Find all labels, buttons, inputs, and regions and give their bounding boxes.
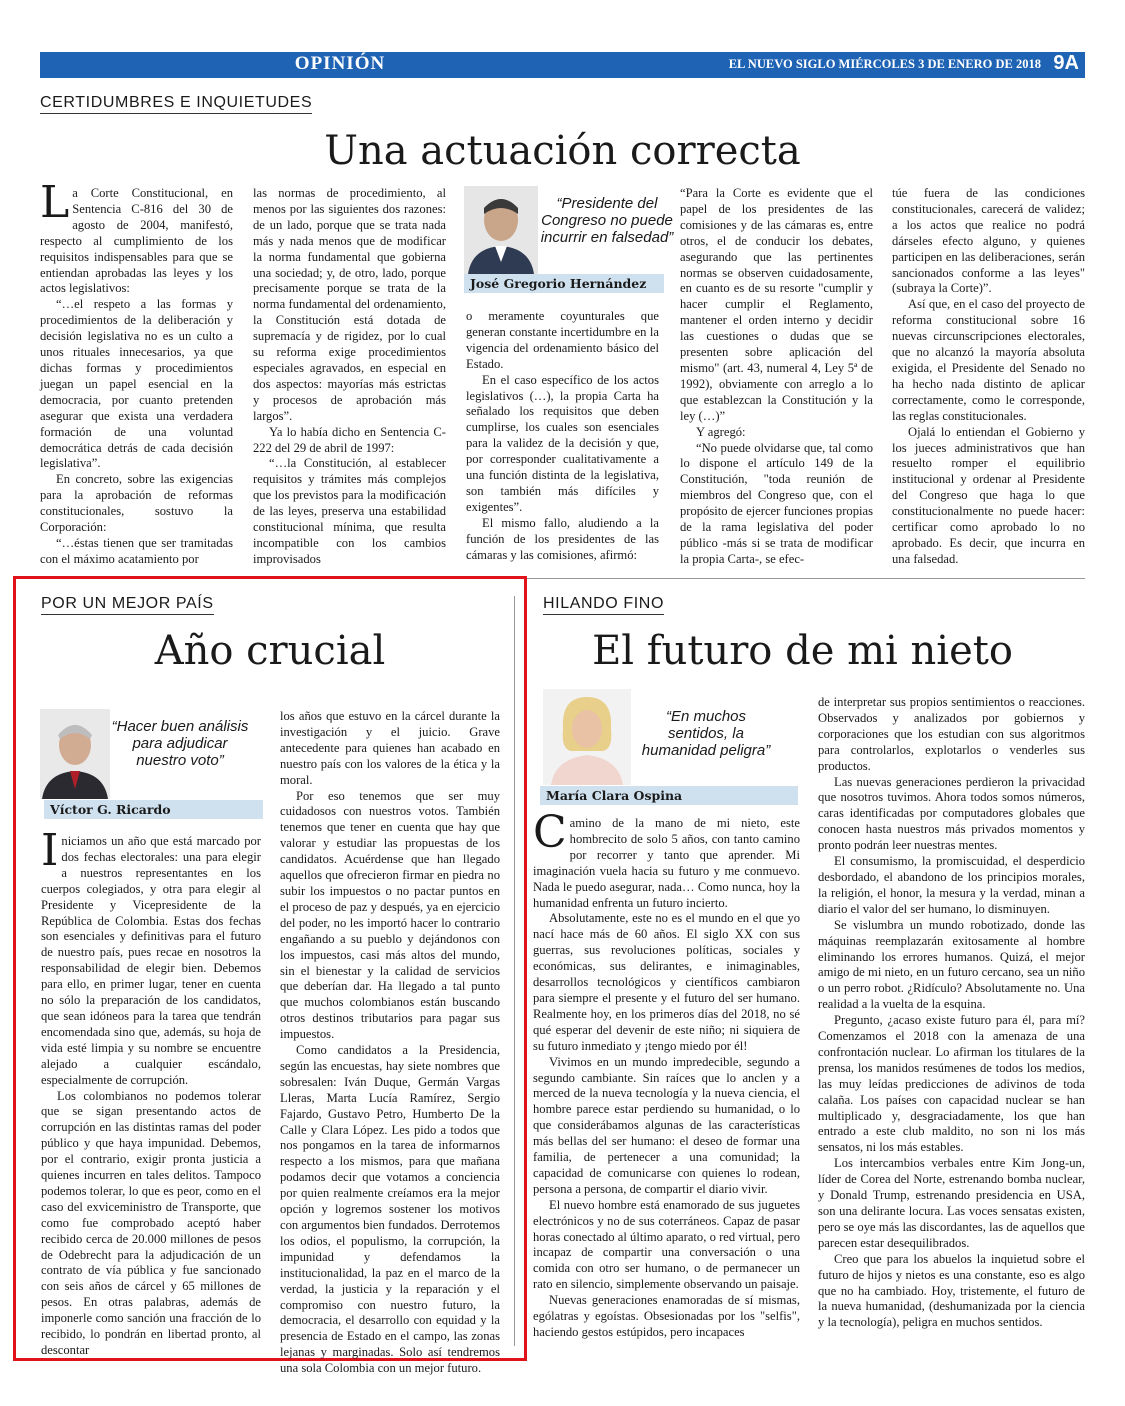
right-kicker: HILANDO FINO [543,595,664,615]
paper-date: EL NUEVO SIGLO MIÉRCOLES 3 DE ENERO DE 2018 [728,57,1041,71]
left-kicker: POR UN MEJOR PAÍS [41,595,214,615]
pull-quote: “Presidente del Congreso no puede incurrir en falsedad” [540,195,674,246]
column-divider [514,596,515,1346]
page-number: 9A [1053,52,1079,74]
dropcap: I [41,825,59,876]
top-column-5: túe fuera de las condiciones constitucionales, carecerá de validez; a los actos que realice no podrá dárseles efecto alguno, y quienes participen en las deliberaciones, serán sancionados conforme a las leyes" (subraya la Corte)”. Así que, en el caso del proyecto de reforma constitucional sobre 16 nuevas circunscripciones electorales, que no alcanzó la mayoría absoluta exigida, el Presidente del Senado no ha hecho nada distinto de aplicar correctamente, como le corresponde, las reglas constitucionales. Ojalá lo entiendan el Gobierno y los jueces administrativos que han resuelto romper el equilibrio institucional y ordenar al Presidente del Congreso que haga lo que constitucionalmente no puede hacer: certificar como aprobado lo no aprobado. Es decir, que incurra en una falsedad. [892,186,1085,566]
author-byline: María Clara Ospina [540,786,798,805]
dropcap: C [533,807,567,858]
top-kicker: CERTIDUMBRES E INQUIETUDES [40,94,312,114]
dropcap: L [40,177,70,228]
author-photo [543,689,631,785]
section-header-bar [40,52,1085,78]
left-column-2: los años que estuvo en la cárcel durante la investigación y el juicio. Grave antecedente para quienes han acabado en nuestro país con los valores de la ética y la moral. Por eso tenemos que ser muy cuidadosos con nuestros votos. También tenemos que tener en cuenta que hay que valorar y estudiar las propuestas de los candidatos. Acuérdense que han llegado aquellos que ofrecieron firmar en piedra no subir los impuestos o no pactar puntos en el proceso de paz y después, ya en ejercicio del poder, no les importó hacer lo contrario engañando a su pueblo y dejándonos con los impuestos, casi más altos del mundo, sin el bienestar y la calidad de servicios que deberían dar. Ha llegado a tal punto que muchos colombianos están buscando otros destinos tributarios para pagar sus impuestos. Como candidatos a la Presidencia, según las encuestas, hay siete nombres que sobresalen: Iván Duque, Germán Vargas Lleras, Marta Lucía Ramírez, Sergio Fajardo, Gustavo Petro, Humberto De la Calle y Clara López. Les pido a todos que nos pongamos en la tarea de informarnos respecto a los mismos, para que mañana podamos decir que votamos a conciencia por quien realmente creíamos era la mejor opción y logremos sostener los motivos con argumentos bien fundados. Derrotemos los odios, el populismo, la corrupción, la impunidad y defendamos la institucionalidad, la paz en el marco de la verdad, la justicia y la reparación y el compromiso con nuestro futuro, la democracia, el desarrollo con equidad y la presencia de Estado en el campo, las zonas lejanas y marginadas. Solo así tendremos una sola Colombia con un mejor futuro. [280,709,500,1376]
right-column-2: de interpretar sus propios sentimientos o reacciones. Observados y analizados por gobiernos y corporaciones que los estudian con sus algoritmos para controlarlos, explotarlos o venderles sus productos. Las nuevas generaciones perdieron la privacidad que nosotros tuvimos. Ahora todos somos números, caras identificadas por computadores globales que conocen hasta nuestros más privados momentos y pronto podrán leer nuestras mentes. El consumismo, la promiscuidad, el desperdicio desbordado, el abandono de los principios morales, la religión, el honor, la mesura y la verdad, minan a diario el valor del ser humano, lo disminuyen. Se vislumbra un mundo robotizado, donde las máquinas reemplazarán exitosamente al hombre eliminando los errores humanos. Quizá, el mejor amigo de mi nieto, en un futuro cercano, sea un niño o un perro robot. ¿Ridículo? Absolutamente no. Una realidad a la vuelta de la esquina. Pregunto, ¿acaso existe futuro para él, para mí? Comenzamos el 2018 con la amenaza de una confrontación nuclear. Lo afirman los titulares de la prensa, los manidos resúmenes de todos los medios, las muy leídas predicciones de adivinos de toda calaña. Los países con capacidad nuclear se han multiplicado y, desgraciadamente, los que han entrado a este club maldito, no son ni los más sensatos, ni los más estables. Los intercambios verbales entre Kim Jong-un, líder de Corea del Norte, estrenando bomba nuclear, y Donald Trump, estrenando presidencia en USA, son una delirante locura. Las voces sensatas existen, pero se oye más las discordantes, las de aquellos que parecen estar desequilibrados. Creo que para los abuelos la inquietud sobre el futuro de hijos y nietos es una constante, eso es algo que no ha cambiado. Hoy, tristemente, el futuro de la nueva humanidad, (deshumanizada por la ciencia y la tecnología), peligra en muchos sentidos. [818,695,1085,1330]
left-column-1: Iniciamos un año que está marcado por dos fechas electorales: una para elegir a nuestros representantes en los cuerpos colegiados, y otra para elegir al Presidente y Vicepresidente de la República de Colombia. Estas dos fechas son esenciales y definitivas para el futuro de nuestro país, pues recae en nosotros la responsabilidad de elegir bien. Debemos para ello, en primer lugar, tener en cuenta no sólo la preparación de los candidatos, que sean idóneos para la tarea que tendrán encomendada sino que, además, su hoja de vida esté limpia y su nombre se encuentre alejado a cualquier escándalo, especialmente de corrupción. Los colombianos no podemos tolerar que se sigan presentando actos de corrupción en las distintas ramas del poder público y que haya impunidad. Debemos, por el contrario, exigir pronta justicia a quienes incurren en tales delitos. Tampoco podemos tolerar, lo que es peor, como en el caso del exviceministro de Transporte, que como fue comprobado aceptó haber recibido cerca de 20.000 millones de pesos de Odebrecht para la adjudicación de un contrato de vía pública y fue sancionado con seis años de cárcel y 65 millones de pesos. En otras palabras, además de imponerle como sanción una fracción de lo recibido, lo pondrán en libertad pronto, al descontar [41,825,261,1357]
person-portrait-icon [543,689,631,785]
right-headline: El futuro de mi nieto [592,628,1013,674]
top-column-4: “Para la Corte es evidente que el papel de los presidentes de las comisiones y de las cámaras es, entre otros, el de conducir los debates, asegurando que las pertinentes normas se observen cuidadosamente, en cuanto es de su resorte "cumplir y hacer cumplir el Reglamento, mantener el orden interno y decidir las cuestiones o dudas que se presenten sobre aplicación del mismo" (art. 43, numeral 4, Ley 5ª de 1992), obviamente con arreglo a lo que establezcan la Constitución y la ley (…)” Y agregó: “No puede olvidarse que, tal como lo dispone el artículo 149 de la Constitución, "toda reunión de miembros del Congreso que, con el propósito de ejercer funciones propias de la rama legislativa del poder público -más si se trata de modificar la propia Carta-, se efec- [680,186,873,566]
section-name: OPINIÓN [294,53,386,74]
right-column-1: Camino de la mano de mi nieto, este hombrecito de solo 5 años, con tanto camino por recorrer y tanto que aprender. Mi imaginación vuela hacia su futuro y me conmuevo. Nada le puedo asegurar, nada… Como nunca, hoy la humanidad enfrenta un futuro incierto. Absolutamente, este no es el mundo en el que yo nací hace más de 60 años. El siglo XX con sus guerras, sus revoluciones políticas, sociales y económicas, sus delirantes, e inimaginables, desarrollos tecnológicos y científicos cambiaron para siempre el presente y el futuro del ser humano. Realmente hoy, en los primeros días del 2018, no sé qué esperar del devenir de este niño; ni siquiera de su futuro inmediato y ¡tengo miedo por él! Vivimos en un mundo impredecible, segundo a segundo cambiante. Sin raíces que lo anclen y a merced de la nueva tecnología y la nueva ciencia, el hombre parece estar perdiendo su humanidad, o lo que considerábamos algunas de las características más bellas del ser humano: el deseo de formar una familia, de pertenecer a una comunidad; la capacidad de comunicarse con quienes lo rodean, persona a persona, de compartir el diario vivir. El nuevo hombre está enamorado de sus juguetes electrónicos y no de sus coterráneos. Capaz de pasar horas conectado al último aparato, o red virtual, pero incapaz de compartir una conversación o una comida con otro ser humano, o de permanecer un rato en silencio, simplemente observando un paisaje. Nuevas generaciones enamoradas de sí mismas, ególatras y egoístas. Obsesionadas por los "selfis", haciendo gestos estúpidos, pero incapaces [533,807,800,1339]
top-column-3: o meramente coyunturales que generan constante incertidumbre en la vigencia del ordenamiento básico del Estado. En el caso específico de los actos legislativos (…), la propia Carta ha señalado los requisitos que deben cumplirse, los cuales son esenciales para la validez de la decisión y que, por corresponder cualitativamente a una función distinta de la legislativa, son también más difíciles y exigentes”. El mismo fallo, aludiendo a la función de los presidentes de las cámaras y las comisiones, afirmó: [466,309,659,562]
left-headline: Año crucial [154,628,386,674]
top-column-1: La Corte Constitucional, en Sentencia C-816 del 30 de agosto de 2004, manifestó, respecto al cumplimiento de los requisitos indispensables para que se entiendan aprobadas las leyes y los actos legislativos: “…el respeto a las formas y procedimientos de la deliberación y decisión legislativa no es un culto a unos rituales innecesarios, ya que dichas formas y procedimientos juegan un papel esencial en la democracia, por cuanto pretenden asegurar que exista una verdadera formación de una voluntad democrática detrás de cada decisión legislativa”. En concreto, sobre las exigencias para la aprobación de reformas constitucionales, sostuvo la Corporación: “…éstas tienen que ser tramitadas con el máximo acatamiento por [40,177,233,566]
author-byline: Víctor G. Ricardo [44,800,263,819]
author-byline: José Gregorio Hernández [464,274,664,293]
author-photo [40,709,110,799]
pull-quote: “Hacer buen análisis para adjudicar nuestro voto” [111,718,249,769]
author-photo [464,186,538,274]
top-headline: Una actuación correcta [324,128,801,174]
pull-quote: “En muchos sentidos, la humanidad peligra” [641,708,771,759]
top-column-2: las normas de procedimiento, al menos por las siguientes dos razones: de un lado, porque que se trata nada más y nada menos que de modificar la norma fundamental que gobierna una sociedad; y, de otro, lado, porque precisamente porque se trata de la norma fundamental del ordenamiento, la Constitución está dotada de supremacía y de rigidez, por lo cual su reforma exige procedimientos especiales agravados, en especial en dos aspectos: mayorías más estrictas y procesos de aprobación más largos”. Ya lo había dicho en Sentencia C-222 del 29 de abril de 1997: “…la Constitución, al establecer requisitos y trámites más complejos que los previstos para la modificación de las leyes, preserva una estabilidad constitucional mínima, que resulta incompatible con los cambios improvisados [253,186,446,566]
person-portrait-icon [464,186,538,274]
person-portrait-icon [40,709,110,799]
